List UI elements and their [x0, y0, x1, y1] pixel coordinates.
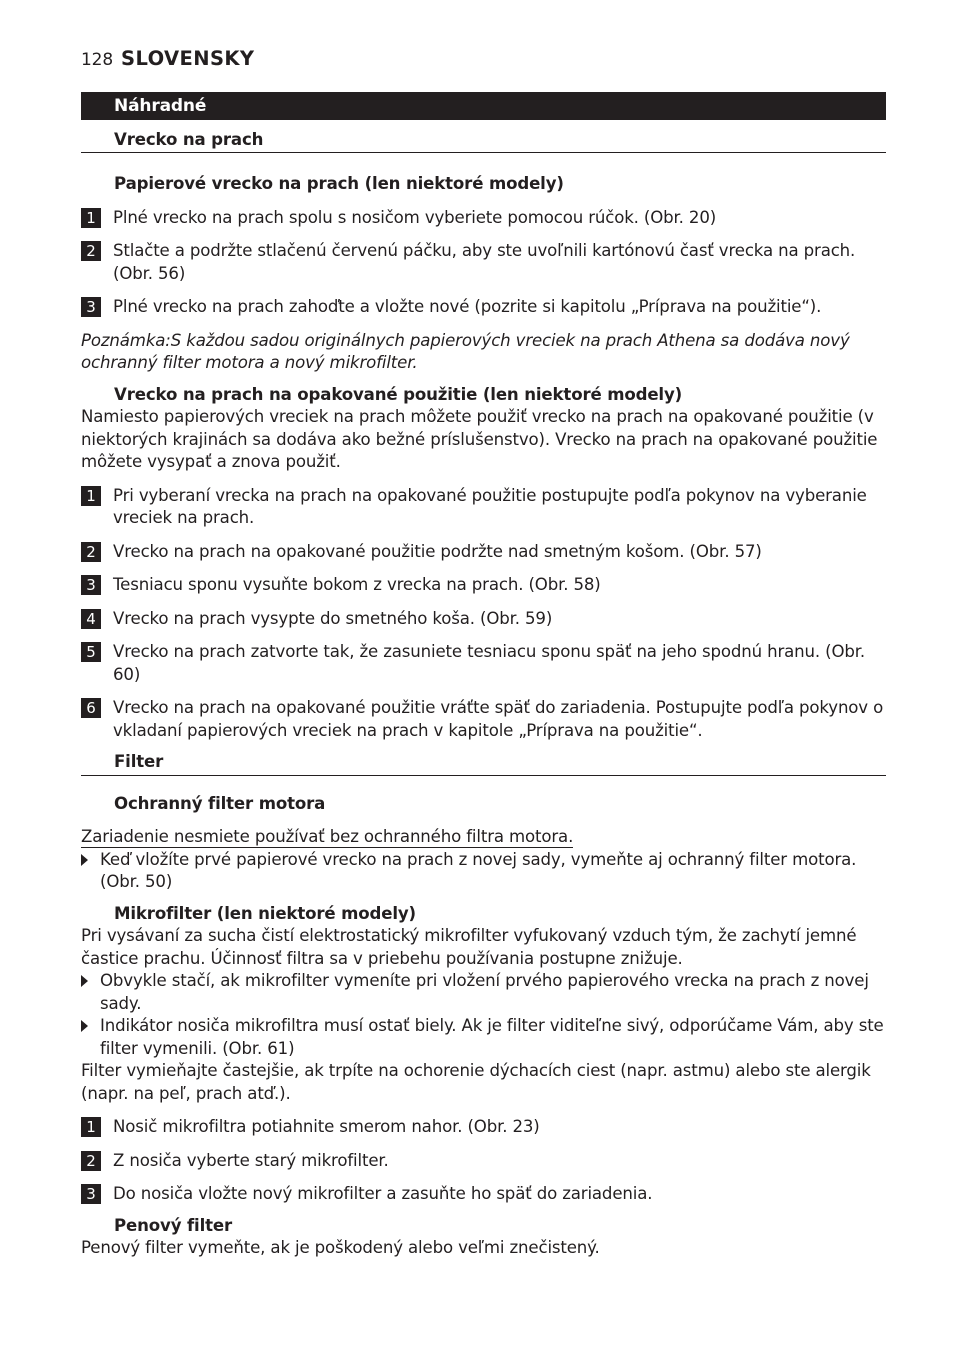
- step: [81, 641, 886, 686]
- bullet-text: Keď vložíte prvé papierové vrecko na prach z novej sady, vymeňte aj ochranný filter motora. (Obr. 50): [100, 849, 857, 891]
- foam-filter-heading: Penový filter: [114, 1215, 233, 1235]
- step-number: 2: [81, 241, 101, 261]
- step-number: 3: [81, 575, 101, 595]
- step: [81, 296, 886, 319]
- step: [81, 574, 886, 597]
- page-number: 128: [81, 50, 113, 70]
- microfilter-heading: Mikrofilter (len niektoré modely): [114, 903, 416, 923]
- dust-bag-heading: Vrecko na prach: [81, 129, 886, 154]
- step-number: 2: [81, 1151, 101, 1171]
- step-text: Pri vyberaní vrecka na prach na opakované použitie postupujte podľa pokynov na vyberanie vreciek na prach.: [113, 485, 867, 527]
- bullet-arrow-icon: [81, 849, 100, 894]
- step-number: 3: [81, 297, 101, 317]
- step-number: 1: [81, 1117, 101, 1137]
- bullet-arrow-icon: [81, 1015, 100, 1060]
- step-text: Vrecko na prach na opakované použitie vráťte späť do zariadenia. Postupujte podľa pokynov o vkladaní papierových vreciek na prach v kapitole „Príprava na použitie“.: [113, 698, 884, 740]
- bullet-arrow-icon: [81, 970, 100, 1015]
- step-number: 3: [81, 1184, 101, 1204]
- step-text: Do nosiča vložte nový mikrofilter a zasuňte ho späť do zariadenia.: [113, 1184, 653, 1203]
- step-text: Nosič mikrofiltra potiahnite smerom nahor. (Obr. 23): [113, 1117, 540, 1136]
- bullet-item: [81, 1015, 886, 1060]
- step-number: 6: [81, 698, 101, 718]
- bullet-text: Obvykle stačí, ak mikrofilter vymeníte pri vložení prvého papierového vrecka na prach z novej sady.: [100, 971, 869, 1013]
- page: [81, 48, 886, 1260]
- warning-text: Zariadenie nesmiete používať bez ochranného filtra motora.: [81, 827, 574, 846]
- step-number: 1: [81, 486, 101, 506]
- step-number: 1: [81, 208, 101, 228]
- step-text: Plné vrecko na prach spolu s nosičom vyberiete pomocou rúčok. (Obr. 20): [113, 207, 717, 227]
- step: [81, 240, 886, 285]
- step: [81, 1183, 886, 1206]
- step: [81, 1116, 886, 1139]
- motor-filter-heading: Ochranný filter motora: [114, 793, 326, 813]
- bullet-item: [81, 970, 886, 1015]
- step-number: 2: [81, 542, 101, 562]
- step: [81, 1150, 886, 1173]
- paper-bag-heading: Papierové vrecko na prach (len niektoré modely): [114, 174, 564, 193]
- microfilter-extra: Filter vymieňajte častejšie, ak trpíte na ochorenie dýchacích ciest (napr. astmu) alebo ste alergik (napr. na peľ, prach atď.).: [81, 1061, 871, 1103]
- step: [81, 485, 886, 530]
- step-number: 4: [81, 609, 101, 629]
- step: [81, 697, 886, 742]
- step-text: Stlačte a podržte stlačenú červenú páčku, aby ste uvoľnili kartónovú časť vrecka na prach. (Obr. 56): [113, 241, 856, 283]
- step-text: Z nosiča vyberte starý mikrofilter.: [113, 1150, 389, 1170]
- step-text: Tesniacu sponu vysuňte bokom z vrecka na prach. (Obr. 58): [113, 575, 601, 594]
- step-text: Vrecko na prach vysypte do smetného koša. (Obr. 59): [113, 608, 553, 628]
- step-text: Vrecko na prach zatvorte tak, že zasuniete tesniacu sponu späť na jeho spodnú hranu. (Obr. 60): [113, 642, 866, 684]
- filter-heading: Filter: [81, 751, 886, 776]
- step-text: Vrecko na prach na opakované použitie podržte nad smetným košom. (Obr. 57): [113, 541, 762, 561]
- reusable-bag-heading: Vrecko na prach na opakované použitie (len niektoré modely): [114, 384, 683, 404]
- step: [81, 541, 886, 564]
- step-text: Plné vrecko na prach zahoďte a vložte nové (pozrite si kapitolu „Príprava na použitie“).: [113, 297, 822, 316]
- step: [81, 207, 886, 230]
- reusable-intro: Namiesto papierových vreciek na prach môžete použiť vrecko na prach na opakované použitie (v niektorých krajinách sa dodáva ako bežné príslušenstvo). Vrecko na prach na opakované použitie môžete vysypať a znova použiť.: [81, 407, 878, 471]
- step-number: 5: [81, 642, 101, 662]
- note: Poznámka:S každou sadou originálnych papierových vreciek na prach Athena sa dodáva nový ochranný filter motora a nový mikrofilter.: [81, 330, 850, 372]
- page-header: [81, 48, 886, 72]
- step: [81, 608, 886, 631]
- bullet-text: Indikátor nosiča mikrofiltra musí ostať biely. Ak je filter viditeľne sivý, odporúčame Vám, aby ste filter vymenili. (Obr. 61): [100, 1016, 884, 1058]
- bullet-item: [81, 849, 886, 894]
- section-title-bar: Náhradné: [81, 92, 886, 120]
- foam-filter-text: Penový filter vymeňte, ak je poškodený alebo veľmi znečistený.: [81, 1238, 600, 1257]
- microfilter-intro: Pri vysávaní za sucha čistí elektrostatický mikrofilter vyfukovaný vzduch tým, že zachytí jemné častice prachu. Účinnosť filtra sa v priebehu používania postupne znižuje.: [81, 926, 857, 968]
- language-label: SLOVENSKY: [121, 47, 255, 70]
